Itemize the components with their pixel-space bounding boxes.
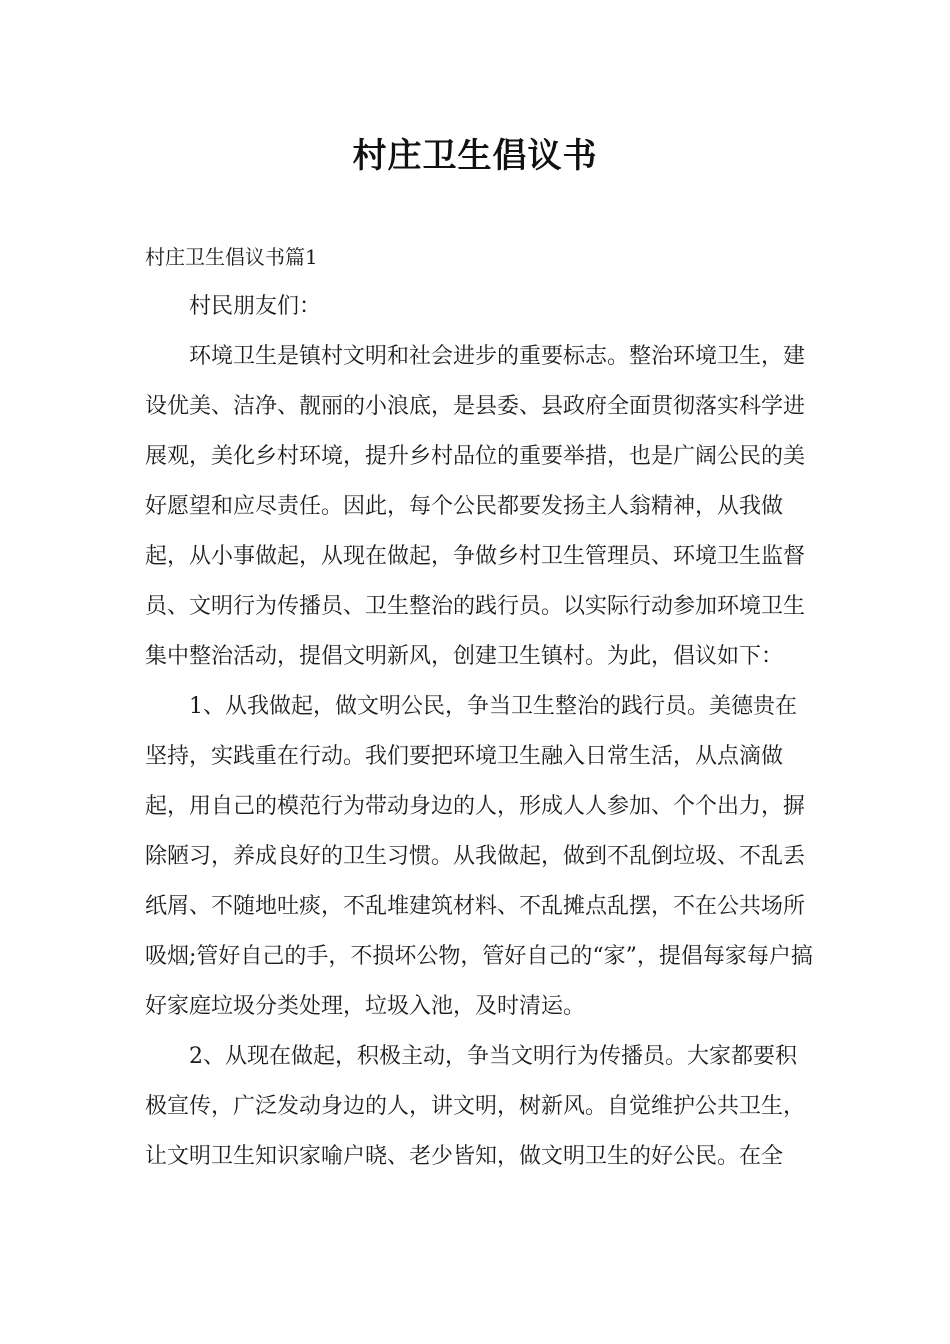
document-title: 村庄卫生倡议书 (352, 136, 598, 176)
body-paragraph-item-1: 1、从我做起，做文明公民，争当卫生整治的践行员。美德贵在坚持，实践重在行动。我们要把环境卫生融入日常生活，从点滴做起，用自己的模范行为带动身边的人，形成人人参加、个个出力，摒除陋习，养成良好的卫生习惯。从我做起，做到不乱倒垃圾、不乱丢纸屑、不随地吐痰，不乱堆建筑材料、不乱摊点乱摆，不在公共场所吸烟;管好自己的手，不损坏公物，管好自己的“家”，提倡每家每户搞好家庭垃圾分类处理，垃圾入池，及时清运。 (145, 694, 813, 1019)
salutation: 村民朋友们： (189, 294, 322, 319)
body-paragraph-item-2: 2、从现在做起，积极主动，争当文明行为传播员。大家都要积极宣传，广泛发动身边的人，讲文明，树新风。自觉维护公共卫生，让文明卫生知识家喻户晓、老少皆知，做文明卫生的好公民。在全 (145, 1044, 806, 1169)
section-heading: 村庄卫生倡议书篇1 (145, 245, 318, 269)
body-paragraph-intro: 环境卫生是镇村文明和社会进步的重要标志。整治环境卫生，建设优美、洁净、靓丽的小浪底，是县委、县政府全面贯彻落实科学进展观，美化乡村环境，提升乡村品位的重要举措，也是广阔公民的美好愿望和应尽责任。因此，每个公民都要发扬主人翁精神，从我做起，从小事做起，从现在做起，争做乡村卫生管理员、环境卫生监督员、文明行为传播员、卫生整治的践行员。以实际行动参加环境卫生集中整治活动，提倡文明新风，创建卫生镇村。为此，倡议如下： (145, 344, 806, 669)
document-body (145, 232, 813, 1182)
